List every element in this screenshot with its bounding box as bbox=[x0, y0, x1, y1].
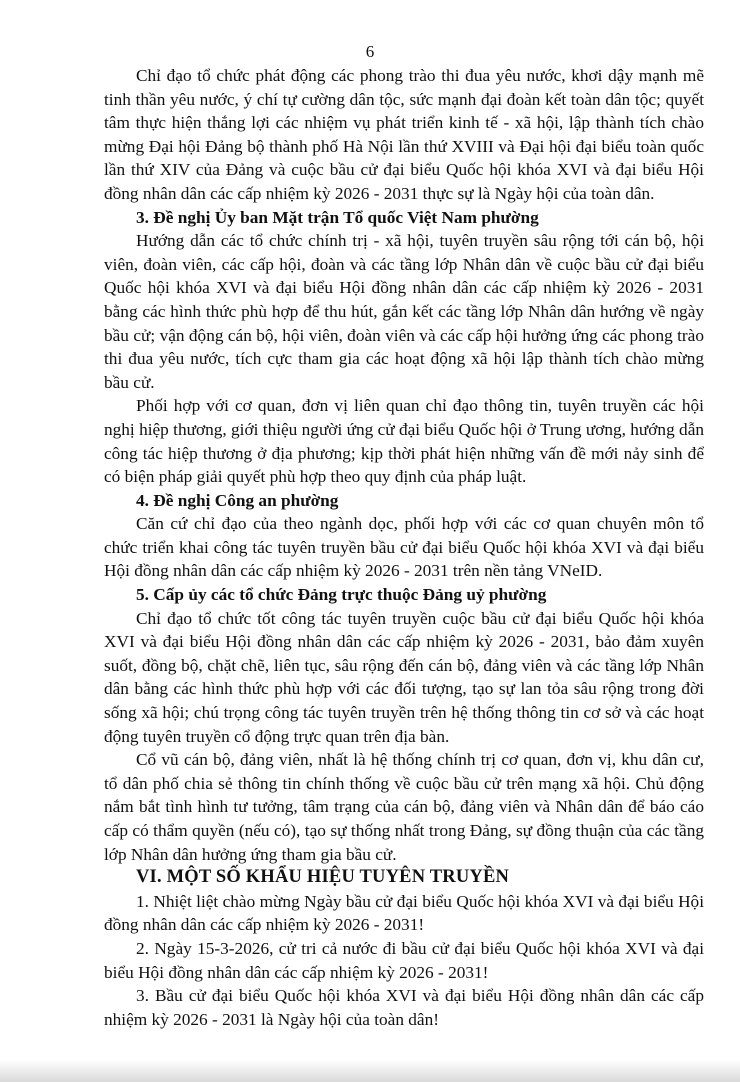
heading-fatherland-front: 3. Đề nghị Ủy ban Mặt trận Tổ quốc Việt Nam phường bbox=[136, 207, 539, 227]
paragraph-front-coordination: Phối hợp với cơ quan, đơn vị liên quan chỉ đạo thông tin, tuyên truyền các hội nghị hiệp thương, giới thiệu người ứng cử đại biểu Quốc hội ở Trung ương, hướng dẫn công tác hiệp thương ở địa phương; kịp thời phát hiện những vấn đề mới nảy sinh để có biện pháp giải quyết phù hợp theo quy định của pháp luật. bbox=[104, 396, 704, 487]
page-bottom-edge bbox=[0, 1060, 740, 1082]
paragraph-mobilize-emulation: Chỉ đạo tổ chức phát động các phong trào thi đua yêu nước, khơi dậy mạnh mẽ tinh thần yêu nước, ý chí tự cường dân tộc, sức mạnh đại đoàn kết toàn dân tộc; quyết tâm thực hiện thắng lợi các nhiệm vụ phát triển kinh tế - xã hội, lập thành tích chào mừng Đại hội Đảng bộ thành phố Hà Nội lần thứ XVIII và Đại hội đại biểu toàn quốc lần thứ XIV của Đảng và cuộc bầu cử đại biểu Quốc hội khóa XVI và đại biểu Hội đồng nhân dân các cấp nhiệm kỳ 2026 - 2031 thực sự là Ngày hội của toàn dân. bbox=[104, 66, 704, 203]
paragraph-party-encourage: Cổ vũ cán bộ, đảng viên, nhất là hệ thống chính trị cơ quan, đơn vị, khu dân cư, tổ dân phố chia sẻ thông tin chính thống về cuộc bầu cử trên mạng xã hội. Chủ động nắm bắt tình hình tư tưởng, tâm trạng của cán bộ, đảng viên và Nhân dân để báo cáo cấp có thẩm quyền (nếu có), tạo sự thống nhất trong Đảng, sự đồng thuận của các tầng lớp Nhân dân hưởng ứng tham gia bầu cử. bbox=[104, 750, 704, 864]
heading-party-committees: 5. Cấp ủy các tổ chức Đảng trực thuộc Đảng uỷ phường bbox=[136, 585, 547, 605]
heading-slogans: VI. MỘT SỐ KHẨU HIỆU TUYÊN TRUYỀN bbox=[136, 867, 510, 888]
paragraph-police: Căn cứ chỉ đạo của theo ngành dọc, phối hợp với các cơ quan chuyên môn tổ chức triển khai công tác tuyên truyền bầu cử đại biểu Quốc hội khóa XVI và đại biểu Hội đồng nhân dân các cấp nhiệm kỳ 2026 - 2031 trên nền tảng VNeID. bbox=[104, 514, 704, 581]
slogan-2: 2. Ngày 15-3-2026, cử tri cả nước đi bầu cử đại biểu Quốc hội khóa XVI và đại biểu Hội đồng nhân dân các cấp nhiệm kỳ 2026 - 2031! bbox=[104, 938, 704, 982]
slogan-1: 1. Nhiệt liệt chào mừng Ngày bầu cử đại biểu Quốc hội khóa XVI và đại biểu Hội đồng nhân dân các cấp nhiệm kỳ 2026 - 2031! bbox=[104, 891, 704, 935]
paragraph-party-propaganda: Chỉ đạo tổ chức tốt công tác tuyên truyền cuộc bầu cử đại biểu Quốc hội khóa XVI và đại biểu Hội đồng nhân dân các cấp nhiệm kỳ 2026 - 2031, bảo đảm xuyên suốt, đồng bộ, chặt chẽ, liên tục, sâu rộng đến cán bộ, đảng viên và các tầng lớp Nhân dân bằng các hình thức phù hợp với các đối tượng, tạo sự lan tỏa sâu rộng trong đời sống xã hội; chú trọng công tác tuyên truyền trên hệ thống thông tin cơ sở và các hoạt động tuyên truyền cổ động trực quan trên địa bàn. bbox=[104, 608, 704, 746]
page-number: 6 bbox=[365, 42, 375, 61]
heading-police: 4. Đề nghị Công an phường bbox=[136, 490, 339, 510]
document-body bbox=[104, 64, 704, 1031]
slogan-3: 3. Bầu cử đại biểu Quốc hội khóa XVI và đại biểu Hội đồng nhân dân các cấp nhiệm kỳ 2026 - 2031 là Ngày hội của toàn dân! bbox=[104, 986, 704, 1029]
paragraph-front-guidance: Hướng dẫn các tổ chức chính trị - xã hội, tuyên truyền sâu rộng tới cán bộ, hội viên, đoàn viên, các cấp hội, đoàn và các tầng lớp Nhân dân về cuộc bầu cử đại biểu Quốc hội khóa XVI và đại biểu Hội đồng nhân dân các cấp nhiệm kỳ 2026 - 2031 bằng các hình thức phù hợp để thu hút, gắn kết các tầng lớp Nhân dân hướng về ngày bầu cử; vận động cán bộ, hội viên, đoàn viên và các cấp hội hưởng ứng các phong trào thi đua yêu nước, tích cực tham gia các hoạt động xã hội lập thành tích chào mừng bầu cử. bbox=[104, 231, 704, 392]
